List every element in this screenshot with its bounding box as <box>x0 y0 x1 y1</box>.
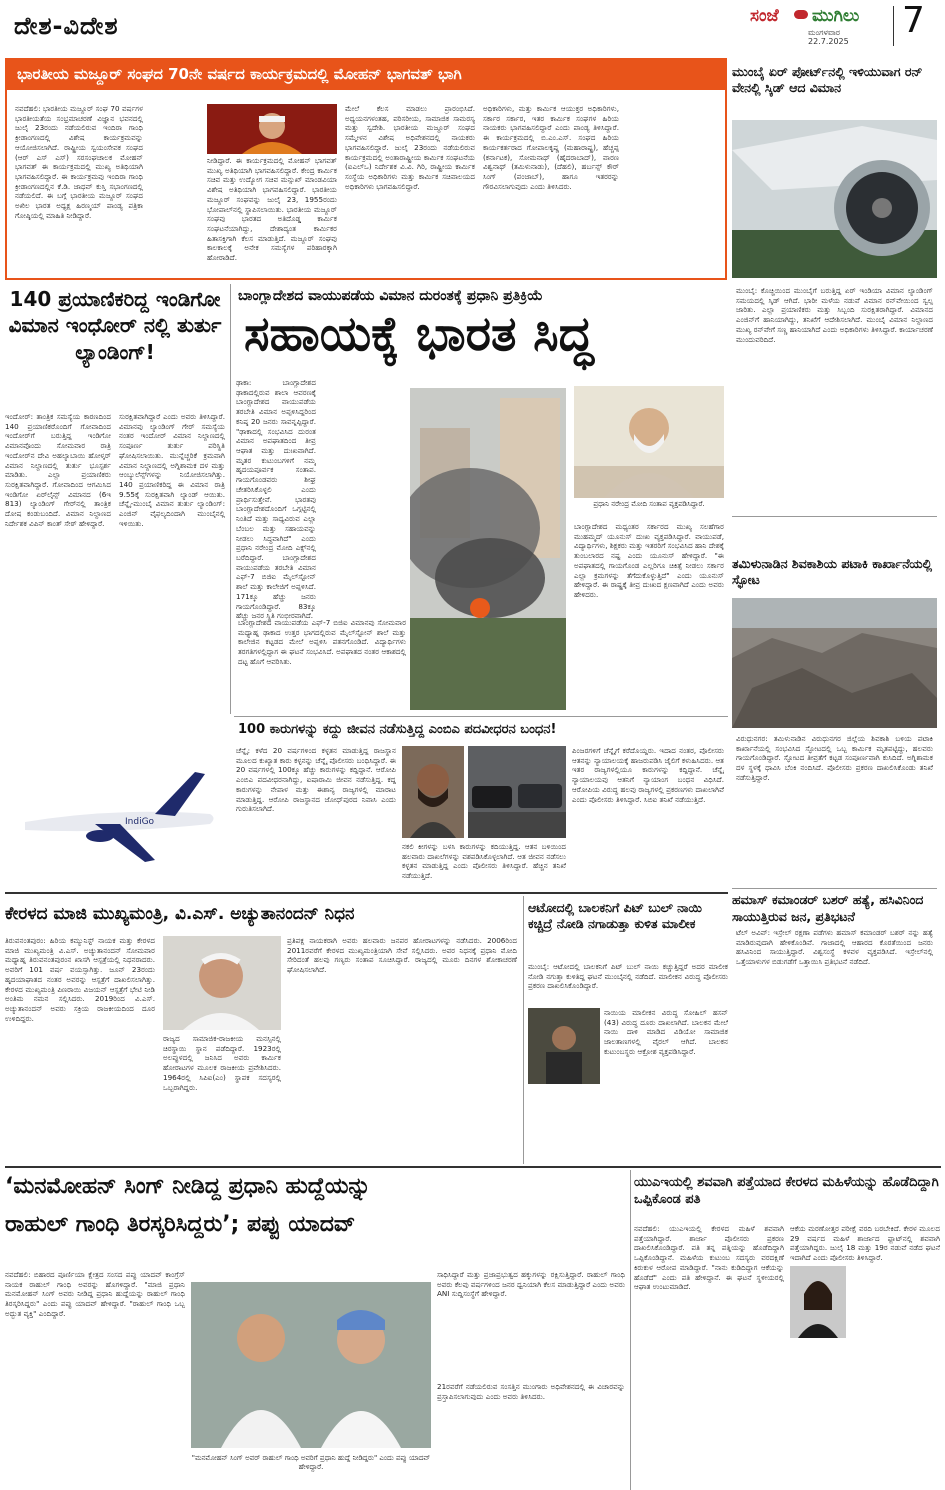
bangla-story <box>234 282 728 714</box>
date-label: 22.7.2025 <box>808 37 849 46</box>
mba-col-2: ನಕಲಿ ಕೀಗಳನ್ನು ಬಳಸಿ ಕಾರುಗಳನ್ನು ಕದಿಯುತ್ತಿದ್ದ. ಆತನ ಬಳಿಯಿಂದ ಹಲವಾರು ದಾಖಲೆಗಳನ್ನು ವಶಪಡಿಸಿಕೊಳ್ಳಲಾಗಿದೆ. ಆತ ಜೀವನ ನಡೆಸಲು ಕಳ್ಳತನ ಮಾಡುತ್ತಿದ್ದ ಎಂದು ಪೊಲೀಸರು ತಿಳಿಸಿದ್ದಾರೆ. ಹೆಚ್ಚಿನ ತನಿಖೆ ನಡೆಯುತ್ತಿದೆ. <box>402 842 566 881</box>
kerala-col-2: ರಾಜ್ಯದ ಸಾಮಾಜಿಕ-ರಾಜಕೀಯ ಮನಸ್ಸಿನಲ್ಲಿ ಚಿರಸ್ಥಾಯಿ ಸ್ಥಾನ ಪಡೆದಿದ್ದಾರೆ. 1923ರಲ್ಲಿ ಅಲಪ್ಪುಳದಲ್ಲಿ ಜನಿಸಿದ ಅವರು ಕಾರ್ಮಿಕ ಹೋರಾಟಗಳ ಮೂಲಕ ರಾಜಕೀಯ ಪ್ರವೇಶಿಸಿದರು. 1964ರಲ್ಲಿ ಸಿಪಿಐ(ಎಂ) ಸ್ಥಾಪಕ ಸದಸ್ಯರಲ್ಲಿ ಒಬ್ಬರಾಗಿದ್ದರು. <box>163 1034 281 1092</box>
uae-col-1: ನವದೆಹಲಿ: ಯುಎಇಯಲ್ಲಿ ಕೇರಳದ ಮಹಿಳೆ ಶವವಾಗಿ ಪತ್ತೆಯಾಗಿದ್ದಾರೆ. ಶಾರ್ಜಾ ಪೊಲೀಸರು ಪ್ರಕರಣ ದಾಖಲಿಸಿಕೊಂಡಿದ್ದಾರೆ. ಪತಿ ತನ್ನ ಪತ್ನಿಯನ್ನು ಹೊಡೆದಿದ್ದಾಗಿ ಒಪ್ಪಿಕೊಂಡಿದ್ದಾನೆ. ಮಹಿಳೆಯ ಕುಟುಂಬ ಸದಸ್ಯರು ವರದಕ್ಷಿಣೆ ಕಿರುಕುಳ ಆರೋಪ ಮಾಡಿದ್ದಾರೆ. "ನಾನು ಕುಡಿದಿದ್ದಾಗ ಆಕೆಯನ್ನು ಹೊಡೆದೆ" ಎಂದು ಪತಿ ಹೇಳಿದ್ದಾನೆ. ಈ ಘಟನೆ ಸ್ಥಳೀಯರಲ್ಲಿ ಆಘಾತ ಉಂಟುಮಾಡಿದೆ. <box>634 1224 784 1292</box>
brand-name-left: ಸಂಜೆ <box>750 6 779 26</box>
indigo-col-2: ಸುರಕ್ಷಿತವಾಗಿದ್ದಾರೆ ಎಂದು ಅವರು ತಿಳಿಸಿದ್ದಾರೆ. ವಿಮಾನವು ಲ್ಯಾಂಡಿಂಗ್ ಗೇರ್ ಸಮಸ್ಯೆಯ ನಂತರ ಇಂದೋರ್ ವಿಮಾನ ನಿಲ್ದಾಣದಲ್ಲಿ ಸಂಪೂರ್ಣ ತುರ್ತು ಪರಿಸ್ಥಿತಿ ಘೋಷಿಸಲಾಯಿತು. ಮುನ್ನೆಚ್ಚರಿಕೆ ಕ್ರಮವಾಗಿ ವಿಮಾನ ನಿಲ್ದಾಣದಲ್ಲಿ ಅಗ್ನಿಶಾಮಕ ದಳ ಮತ್ತು ಆಂಬ್ಯುಲೆನ್ಸ್‌ಗಳನ್ನು ನಿಯೋಜಿಸಲಾಗಿತ್ತು. 140 ಪ್ರಯಾಣಿಕರಿದ್ದ ಈ ವಿಮಾನ ರಾತ್ರಿ 9.55ಕ್ಕೆ ಸುರಕ್ಷಿತವಾಗಿ ಲ್ಯಾಂಡ್ ಆಯಿತು. ಚೆನ್ನೈ-ಮುಂಬೈ ವಿಮಾನ ತುರ್ತು ಲ್ಯಾಂಡಿಂಗ್: ಎಂಜಿನ್ ವೈಫಲ್ಯದಿಂದಾಗಿ ಮುಂಬೈನಲ್ಲಿ ಇಳಿಯಿತು. <box>119 412 225 528</box>
bangla-kicker: ಬಾಂಗ್ಲಾದೇಶದ ವಾಯುಪಡೆಯ ವಿಮಾನ ದುರಂತಕ್ಕೆ ಪ್ರಧಾನಿ ಪ್ರತಿಕ್ರಿಯೆ <box>238 288 543 304</box>
indigo-headline: 140 ಪ್ರಯಾಣಿಕರಿದ್ದ ಇಂಡಿಗೋ ವಿಮಾನ ಇಂಧೋರ್ ನಲ್ಲಿ ತುರ್ತು ಲ್ಯಾಂಡಿಂಗ್! <box>8 287 222 364</box>
masthead <box>0 0 945 60</box>
dog-col-1: ಮುಂಬೈ: ಆಟೋದಲ್ಲಿ ಬಾಲಕನಿಗೆ ಪಿಟ್ ಬುಲ್ ನಾಯಿ ಕಚ್ಚುತ್ತಿದ್ದರೆ ಅದರ ಮಾಲೀಕ ನೋಡಿ ನಗುತ್ತಾ ಕುಳಿತಿದ್ದ ಘಟನೆ ಮುಂಬೈನಲ್ಲಿ ನಡೆದಿದೆ. ಮಾಲೀಕನ ವಿರುದ್ಧ ಪೊಲೀಸರು ಪ್ರಕರಣ ದಾಖಲಿಸಿಕೊಂಡಿದ್ದಾರೆ. <box>528 962 728 991</box>
day-label: ಮಂಗಳವಾರ <box>808 28 841 37</box>
rahul-headline-line-2: ರಾಹುಲ್ ಗಾಂಧಿ ತಿರಸ್ಕರಿಸಿದ್ದರು’; ಪಪ್ಪು ಯಾದವ್ <box>5 1212 356 1237</box>
top-story-col-4: ಅಧಿಕಾರಿಗಳು, ಮತ್ತು ಕಾರ್ಮಿಕ ಆಯುಕ್ತರ ಅಧಿಕಾರಿಗಳು, ಸರ್ಕಾರ ಸರ್ಕಾರ, ಇತರ ಕಾರ್ಮಿಕ ಸಂಘಗಳ ಹಿರಿಯ ನಾಯಕರು ಭಾಗವಹಿಸಲಿದ್ದಾರೆ ಎಂದು ಪಾಂಡ್ಯ ತಿಳಿಸಿದ್ದಾರೆ. ಈ ಕಾರ್ಯಕ್ರಮದಲ್ಲಿ ಬಿ.ಎಂ.ಎಸ್. ಸಂಘದ ಹಿರಿಯ ಕಾರ್ಯಕರ್ತರಾದ ಗೋಪಾಲಕೃಷ್ಣ (ಮಹಾರಾಷ್ಟ್ರ), ಹೆಚ್ಚಪ್ಪ (ಕರ್ನಾಟಕ), ಸೋಮನಾಥ್ (ಹೈದರಾಬಾದ್), ವಾರಣ ವಿಶ್ವನಾಥ್ (ತಮಿಳುನಾಡು), (ದೆಹಲಿ), ಹರ್ಬನ್ಸ್ ಕೌರ್ ಸಿಂಗ್ (ಪಂಜಾಬ್), ಹಾಗೂ ಇತರರನ್ನು ಗೌರವಿಸಲಾಗುವುದು ಎಂದು ತಿಳಿಸಿದರು. <box>483 104 619 191</box>
divider-rahul-uae <box>630 1170 631 1490</box>
modi-photo <box>574 386 724 498</box>
indigo-story <box>5 282 225 887</box>
top-story-col-5 <box>627 104 721 274</box>
indigo-plane-photo <box>5 752 225 887</box>
top-story-col-1b <box>147 104 203 274</box>
divider-indigo-bangla <box>230 284 231 714</box>
brand-logo <box>750 4 890 46</box>
mba-story <box>234 718 728 888</box>
top-story-col-3: ಮೇಲೆ ಕೆಲಸ ಮಾಡಲು ಪ್ರಾರಂಭಿಸಿದೆ. ಅಧ್ಯಯನಗಳಂತಹ, ಪರಿಸರೀಯ, ಸಾಮಾಜಿಕ ಸಾಮರಸ್ಯ ಮತ್ತು ಸ್ವದೇಶಿ. ಭಾರತೀಯ ಮಜ್ದೂರ್ ಸಂಘದ ಸಮ್ಮೇಳನ ವಿಶೇಷ ಅಧಿವೇಶನದಲ್ಲಿ ನಾಯಕರು ಭಾಗವಹಿಸಲಿದ್ದಾರೆ. ಜುಲೈ 23ರಂದು ನಡೆಯಲಿರುವ ಕಾರ್ಯಕ್ರಮದಲ್ಲಿ ಅಂತಾರಾಷ್ಟ್ರೀಯ ಕಾರ್ಮಿಕ ಸಂಘಟನೆಯ (ಐಎಲ್‌ಒ) ನಿರ್ದೇಶಕ ವಿ.ವಿ. ಗಿರಿ, ರಾಷ್ಟ್ರೀಯ ಕಾರ್ಮಿಕ ಸಂಸ್ಥೆಯ ಅಧಿಕಾರಿಗಳು ಮತ್ತು ಕಾರ್ಮಿಕ ಸಚಿವಾಲಯದ ಅಧಿಕಾರಿಗಳು ಭಾಗವಹಿಸಲಿದ್ದಾರೆ. <box>345 104 475 191</box>
aircraft-engine-photo <box>732 120 937 278</box>
mohan-bhagwat-photo <box>207 104 337 154</box>
rahul-col-1: ನವದೆಹಲಿ: ಬಿಹಾರದ ಪೂರ್ಣಿಯಾ ಕ್ಷೇತ್ರದ ಸಂಸದ ಪಪ್ಪು ಯಾದವ್ ಕಾಂಗ್ರೆಸ್ ನಾಯಕ ರಾಹುಲ್ ಗಾಂಧಿ ಅವರನ್ನು ಹೊಗಳಿದ್ದಾರೆ. "ಮಾಜಿ ಪ್ರಧಾನಿ ಮನಮೋಹನ್ ಸಿಂಗ್ ಅವರು ನೀಡಿದ್ದ ಪ್ರಧಾನಿ ಹುದ್ದೆಯನ್ನು ರಾಹುಲ್ ಗಾಂಧಿ ತಿರಸ್ಕರಿಸಿದ್ದರು" ಎಂದು ಪಪ್ಪು ಯಾದವ್ ಹೇಳಿದ್ದಾರೆ. "ರಾಹುಲ್ ಗಾಂಧಿ ಒಬ್ಬ ಅದ್ಭುತ ವ್ಯಕ್ತಿ" ಎಂದಿದ್ದಾರೆ. <box>5 1270 185 1318</box>
thief-photo <box>402 746 464 838</box>
cloud-icon <box>794 10 808 19</box>
achuthanandan-photo <box>163 936 281 1030</box>
right-divider-1 <box>732 516 937 517</box>
page-number: 7 <box>902 0 925 41</box>
divider-mid <box>5 892 728 894</box>
divider-bottom <box>5 1166 941 1168</box>
uae-headline: ಯುಎಇಯಲ್ಲಿ ಶವವಾಗಿ ಪತ್ತೆಯಾದ ಕೇರಳದ ಮಹಿಳೆಯನ್ನು ಹೊಡೆದಿದ್ದಾಗಿ ಒಪ್ಪಿಕೊಂಡ ಪತಿ <box>634 1175 939 1208</box>
top-story-headline: ಭಾರತೀಯ ಮಜ್ದೂರ್ ಸಂಘದ 70ನೇ ವರ್ಷದ ಕಾರ್ಯಕ್ರಮದಲ್ಲಿ ಮೋಹನ್ ಭಾಗವತ್ ಭಾಗಿ <box>17 65 462 83</box>
divider-bangla-mbbs <box>234 716 728 717</box>
section-title: ದೇಶ-ವಿದೇಶ <box>14 12 119 40</box>
top-story-col-1: ನವದೆಹಲಿ: ಭಾರತೀಯ ಮಜ್ದೂರ್ ಸಂಘ 70 ವರ್ಷಗಳ ಭಾರತೀಯತೆಯ ಸಂಭ್ರಮಾಚರಣೆ ವಿಜ್ಞಾನ ಭವನದಲ್ಲಿ ಜುಲೈ 23ರಂದು ನಡೆಯಲಿರುವ ಇಂದಿರಾ ಗಾಂಧಿ ಕ್ರೀಡಾಂಗಣದಲ್ಲಿ ವಿಶೇಷ ಕಾರ್ಯಕ್ರಮವನ್ನು ಆಯೋಜಿಸಲಾಗಿದೆ. ರಾಷ್ಟ್ರೀಯ ಸ್ವಯಂಸೇವಕ ಸಂಘದ (ಆರ್ ಎಸ್ ಎಸ್) ಸರಸಂಘಚಾಲಕ ಮೋಹನ್ ಭಾಗವತ್ ಈ ಕಾರ್ಯಕ್ರಮದಲ್ಲಿ ಮುಖ್ಯ ಅತಿಥಿಯಾಗಿ ಭಾಗವಹಿಸಲಿದ್ದಾರೆ. ಈ ಕಾರ್ಯಕ್ರಮವು ಇಂದಿರಾ ಗಾಂಧಿ ಕ್ರೀಡಾಂಗಣದಲ್ಲಿನ ಕೆ.ಡಿ. ಜಾಧವ್ ಕುಸ್ತಿ ಸಭಾಂಗಣದಲ್ಲಿ ನಡೆಯಲಿದೆ. ಈ ಬಗ್ಗೆ ಭಾರತೀಯ ಮಜ್ದೂರ್ ಸಂಘದ ಅಖಿಲ ಭಾರತ ಅಧ್ಯಕ್ಷ ಹಿರಣ್ಮಯ್ ಪಾಂಡ್ಯ ಪತ್ರಿಕಾ ಗೋಷ್ಠಿಯಲ್ಲಿ ಮಾಹಿತಿ ನೀಡಿದ್ದಾರೆ. <box>15 104 143 220</box>
dog-headline: ಆಟೋದಲ್ಲಿ ಬಾಲಕನಿಗೆ ಪಿಟ್ ಬುಲ್ ನಾಯಿ ಕಚ್ಚಿದ್ರೆ ನೋಡಿ ನಗಾಡುತ್ತಾ ಕುಳಿತ ಮಾಲೀಕ <box>528 900 702 932</box>
dog-col-2: ನಾಯಿಯ ಮಾಲೀಕನ ವಿರುದ್ಧ ಸೋಹಿಲ್ ಹಸನ್ (43) ವಿರುದ್ಧ ದೂರು ದಾಖಲಾಗಿದೆ. ಬಾಲಕನ ಮೇಲೆ ನಾಯಿ ದಾಳಿ ಮಾಡಿದ ವಿಡಿಯೋ ಸಾಮಾಜಿಕ ಜಾಲತಾಣಗಳಲ್ಲಿ ವೈರಲ್ ಆಗಿದೆ. ಬಾಲಕನ ಕುಟುಂಬಸ್ಥರು ಆಕ್ರೋಶ ವ್ಯಕ್ತಪಡಿಸಿದ್ದಾರೆ. <box>604 1008 728 1056</box>
autorickshaw-photo <box>528 1008 600 1084</box>
hamas-headline: ಹಮಾಸ್ ಕಮಾಂಡರ್ ಬಶರ್ ಹತ್ಯೆ, ಹಸಿವಿನಿಂದ ಸಾಯುತ್ತಿರುವ ಜನ, ಪ್ರತಿಭಟನೆ <box>732 892 924 924</box>
hamas-text: ಟೆಲ್ ಅವಿವ್: ಇಸ್ರೇಲ್ ರಕ್ಷಣಾ ಪಡೆಗಳು ಹಮಾಸ್ ಕಮಾಂಡರ್ ಬಶರ್ ನನ್ನು ಹತ್ಯೆ ಮಾಡಿರುವುದಾಗಿ ಹೇಳಿಕೊಂಡಿವೆ. ಗಾಜಾದಲ್ಲಿ ಆಹಾರದ ಕೊರತೆಯಿಂದ ಜನರು ಹಸಿವಿನಿಂದ ಸಾಯುತ್ತಿದ್ದಾರೆ. ವಿಶ್ವಸಂಸ್ಥೆ ಕಳವಳ ವ್ಯಕ್ತಪಡಿಸಿದೆ. ಇಸ್ರೇಲ್‌ನಲ್ಲಿ ಒತ್ತೆಯಾಳುಗಳ ಬಿಡುಗಡೆಗೆ ಒತ್ತಾಯಿಸಿ ಪ್ರತಿಭಟನೆ ನಡೆದಿದೆ. <box>736 928 933 967</box>
mba-col-1: ಚೆನ್ನೈ: ಕಳೆದ 20 ವರ್ಷಗಳಿಂದ ಕಳ್ಳತನ ಮಾಡುತ್ತಿದ್ದ ರಾಜಸ್ಥಾನ ಮೂಲದ ಕುಖ್ಯಾತ ಕಾರು ಕಳ್ಳನನ್ನು ಚೆನ್ನೈ ಪೊಲೀಸರು ಬಂಧಿಸಿದ್ದಾರೆ. ಈ 20 ವರ್ಷಗಳಲ್ಲಿ 100ಕ್ಕೂ ಹೆಚ್ಚು ಕಾರುಗಳನ್ನು ಕದ್ದಿದ್ದಾನೆ. ಆರೋಪಿ ಎಂಬಿಎ ಪದವೀಧರನಾಗಿದ್ದು, ಐಷಾರಾಮಿ ಜೀವನ ನಡೆಸುತ್ತಿದ್ದ. ಕದ್ದ ಕಾರುಗಳನ್ನು ನೇಪಾಳ ಮತ್ತು ಈಶಾನ್ಯ ರಾಜ್ಯಗಳಲ್ಲಿ ಮಾರಾಟ ಮಾಡುತ್ತಿದ್ದ. ಆರೋಪಿ ರಾಜಸ್ಥಾನದ ಜೋಧ್‌ಪುರದ ನಿವಾಸಿ ಎಂದು ಗುರುತಿಸಲಾಗಿದೆ. <box>236 746 396 814</box>
right-column <box>732 58 941 1188</box>
rahul-col-3: 21ರವರೆಗೆ ನಡೆಯಲಿರುವ ಸಂಸತ್ತಿನ ಮುಂಗಾರು ಅಧಿವೇಶನದಲ್ಲಿ ಈ ವಿಚಾರವನ್ನು ಪ್ರಸ್ತಾಪಿಸಲಾಗುವುದು ಎಂದು ಅವರು ತಿಳಿಸಿದರು. <box>437 1382 625 1401</box>
rahul-photo-caption: "ಮನಮೋಹನ್ ಸಿಂಗ್ ಅವರ್ ರಾಹುಲ್ ಗಾಂಧಿ ಅವರಿಗೆ ಪ್ರಧಾನಿ ಹುದ್ದೆ ನೀಡಿದ್ದರು" ಎಂದು ಪಪ್ಪು ಯಾದವ್ ಹೇಳಿದ್ದಾರೆ. <box>191 1454 431 1471</box>
bangla-col-3: ಬಾಂಗ್ಲಾದೇಶದ ಮಧ್ಯಂತರ ಸರ್ಕಾರದ ಮುಖ್ಯ ಸಲಹೆಗಾರ ಮುಹಮ್ಮದ್ ಯೂನುಸ್ ದುಃಖ ವ್ಯಕ್ತಪಡಿಸಿದ್ದಾರೆ. ವಾಯುಪಡೆ, ವಿದ್ಯಾರ್ಥಿಗಳು, ಶಿಕ್ಷಕರು ಮತ್ತು ಇತರರಿಗೆ ಸಂಭವಿಸಿದ ಹಾನಿ ದೇಶಕ್ಕೆ ತುಂಬಲಾರದ ನಷ್ಟ ಎಂದು ಯೂನುಸ್ ಹೇಳಿದ್ದಾರೆ. "ಈ ಅಪಘಾತದಲ್ಲಿ ಗಾಯಗೊಂಡ ಎಲ್ಲರಿಗೂ ಚಿಕಿತ್ಸೆ ನೀಡಲು ಸರ್ಕಾರ ಎಲ್ಲಾ ಕ್ರಮಗಳನ್ನು ತೆಗೆದುಕೊಳ್ಳುತ್ತಿದೆ" ಎಂದು ಯೂನುಸ್ ಹೇಳಿದ್ದಾರೆ. ಈ ರಾಷ್ಟ್ರಕ್ಕೆ ತೀವ್ರ ದುಃಖದ ಕ್ಷಣವಾಗಿದೆ ಎಂದು ಅವರು ಹೇಳಿದರು. <box>574 522 724 600</box>
mumbai-skid-text: ಮುಂಬೈ: ಕೊಚ್ಚಿಯಿಂದ ಮುಂಬೈಗೆ ಬರುತ್ತಿದ್ದ ಏರ್ ಇಂಡಿಯಾ ವಿಮಾನ ಲ್ಯಾಂಡಿಂಗ್ ಸಮಯದಲ್ಲಿ ಸ್ಕಿಡ್ ಆಗಿದೆ. ಭಾರೀ ಮಳೆಯ ನಡುವೆ ವಿಮಾನ ರನ್‌ವೇಯಿಂದ ಸ್ವಲ್ಪ ಜಾರಿತು. ಎಲ್ಲಾ ಪ್ರಯಾಣಿಕರು ಮತ್ತು ಸಿಬ್ಬಂದಿ ಸುರಕ್ಷಿತರಾಗಿದ್ದಾರೆ. ವಿಮಾನದ ಎಂಜಿನ್‌ಗೆ ಹಾನಿಯಾಗಿದ್ದು, ತನಿಖೆಗೆ ಆದೇಶಿಸಲಾಗಿದೆ. ಮುಂಬೈ ವಿಮಾನ ನಿಲ್ದಾಣದ ಮುಖ್ಯ ರನ್‌ವೇಗೆ ಸಣ್ಣ ಹಾನಿಯಾಗಿದೆ ಎಂದು ಅಧಿಕಾರಿಗಳು ತಿಳಿಸಿದ್ದಾರೆ. ಕಾರ್ಯಾಚರಣೆ ಮುಂದುವರಿದಿದೆ. <box>736 286 933 344</box>
uae-col-2: ಆಕೆಯ ಮರಣೋತ್ತರ ಪರೀಕ್ಷೆ ವರದಿ ಬರಬೇಕಿದೆ. ಕೇರಳ ಮೂಲದ 29 ವರ್ಷದ ಮಹಿಳೆ ಶಾರ್ಜಾದ ಫ್ಲಾಟ್‌ನಲ್ಲಿ ಶವವಾಗಿ ಪತ್ತೆಯಾಗಿದ್ದರು. ಜುಲೈ 18 ಮತ್ತು 19ರ ನಡುವೆ ನಡೆದ ಘಟನೆ ಇದಾಗಿದೆ ಎಂದು ಪೊಲೀಸರು ತಿಳಿಸಿದ್ದಾರೆ. <box>790 1224 940 1263</box>
bangla-col-2: ಬಾಂಗ್ಲಾದೇಶದ ವಾಯುಪಡೆಯ ಎಫ್-7 ಬಿಜಿಐ ವಿಮಾನವು ಸೋಮವಾರ ಮಧ್ಯಾಹ್ನ ಢಾಕಾದ ಉತ್ತರ ಭಾಗದಲ್ಲಿರುವ ಮೈಲ್‌ಸ್ಟೋನ್ ಶಾಲೆ ಮತ್ತು ಕಾಲೇಜಿನ ಕಟ್ಟಡದ ಮೇಲೆ ಅಪ್ಪಳಿಸಿ ಪತನಗೊಂಡಿದೆ. ವಿದ್ಯಾರ್ಥಿಗಳು ತರಗತಿಗಳಲ್ಲಿದ್ದಾಗ ಈ ಘಟನೆ ಸಂಭವಿಸಿದೆ. ಅಪಘಾತದ ನಂತರ ಆಕಾಶದಲ್ಲಿ ದಟ್ಟ ಹೊಗೆ ಆವರಿಸಿತು. <box>238 618 406 666</box>
top-story-headline-bar <box>7 60 725 90</box>
dog-story <box>528 896 728 1164</box>
svg-text:IndiGo: IndiGo <box>125 817 155 827</box>
factory-blast-photo <box>732 598 937 728</box>
divider-kerala-dog <box>523 896 524 1164</box>
sivakasi-text: ವಿರುಧುನಗರ: ತಮಿಳುನಾಡಿನ ವಿರುಧುನಗರ ಜಿಲ್ಲೆಯ ಶಿವಕಾಶಿ ಬಳಿಯ ಪಟಾಕಿ ಕಾರ್ಖಾನೆಯಲ್ಲಿ ಸಂಭವಿಸಿದ ಸ್ಫೋಟದಲ್ಲಿ ಒಬ್ಬ ಕಾರ್ಮಿಕ ಮೃತಪಟ್ಟಿದ್ದು, ಹಲವರು ಗಾಯಗೊಂಡಿದ್ದಾರೆ. ಸ್ಫೋಟದ ತೀವ್ರತೆಗೆ ಕಟ್ಟಡ ಸಂಪೂರ್ಣವಾಗಿ ಕುಸಿದಿದೆ. ಅಗ್ನಿಶಾಮಕ ದಳ ಸ್ಥಳಕ್ಕೆ ಧಾವಿಸಿ ಬೆಂಕಿ ನಂದಿಸಿದೆ. ಪೊಲೀಸರು ಪ್ರಕರಣ ದಾಖಲಿಸಿಕೊಂಡು ತನಿಖೆ ನಡೆಸುತ್ತಿದ್ದಾರೆ. <box>736 734 933 782</box>
uae-story <box>634 1170 941 1490</box>
bangla-headline: ಸಹಾಯಕ್ಕೆ ಭಾರತ ಸಿದ್ಧ <box>244 306 594 362</box>
sivakasi-headline: ತಮಿಳುನಾಡಿನ ಶಿವಕಾಶಿಯ ಪಟಾಕಿ ಕಾರ್ಖಾನೆಯಲ್ಲಿ ಸ್ಫೋಟ <box>732 556 933 588</box>
kerala-story <box>5 896 520 1164</box>
mba-col-3: ಪಿಂಜರಗಳಿಗೆ ಚೆನ್ನೈಗೆ ಕರೆದೊಯ್ದರು. ಇದಾದ ನಂತರ, ಪೊಲೀಸರು ಆತನನ್ನು ನ್ಯಾಯಾಲಯಕ್ಕೆ ಹಾಜರುಪಡಿಸಿ ಜೈಲಿಗೆ ಕಳುಹಿಸಿದರು. ಆತ ಇತರ ರಾಜ್ಯಗಳಲ್ಲಿಯೂ ಕಾರುಗಳನ್ನು ಕದ್ದಿದ್ದಾನೆ. ಚೆನ್ನೈ ನ್ಯಾಯಾಲಯವು ಆತನಿಗೆ ನ್ಯಾಯಾಂಗ ಬಂಧನ ವಿಧಿಸಿದೆ. ಆರೋಪಿಯ ವಿರುದ್ಧ ಹಲವು ರಾಜ್ಯಗಳಲ್ಲಿ ಪ್ರಕರಣಗಳು ದಾಖಲಾಗಿವೆ ಎಂದು ಪೊಲೀಸರು ತಿಳಿಸಿದ್ದಾರೆ. ಸಿಬಿಐ ತನಿಖೆ ನಡೆಯುತ್ತಿದೆ. <box>572 746 724 804</box>
kerala-headline: ಕೇರಳದ ಮಾಜಿ ಮುಖ್ಯಮಂತ್ರಿ, ವಿ.ಎಸ್. ಅಚ್ಯುತಾನಂದನ್ ನಿಧನ <box>5 904 355 924</box>
page-number-divider <box>893 6 894 46</box>
brand-name-right: ಮುಗಿಲು <box>812 6 860 26</box>
bangla-col-1: ಢಾಕಾ: ಬಾಂಗ್ಲಾದೇಶದ ಢಾಕಾದಲ್ಲಿರುವ ಶಾಲಾ ಆವರಣಕ್ಕೆ ಬಾಂಗ್ಲಾದೇಶದ ವಾಯುಪಡೆಯ ತರಬೇತಿ ವಿಮಾನ ಅಪ್ಪಳಿಸಿದ್ದರಿಂದ ಕನಿಷ್ಠ 20 ಜನರು ಸಾವನ್ನಪ್ಪಿದ್ದಾರೆ. "ಢಾಕಾದಲ್ಲಿ ಸಂಭವಿಸಿದ ದುರಂತ ವಿಮಾನ ಅಪಘಾತದಿಂದ ತೀವ್ರ ಆಘಾತ ಮತ್ತು ದುಃಖವಾಗಿದೆ. ಮೃತರ ಕುಟುಂಬಗಳಿಗೆ ನಮ್ಮ ಹೃದಯಪೂರ್ವಕ ಸಂತಾಪ. ಗಾಯಗೊಂಡವರು ಶೀಘ್ರ ಚೇತರಿಸಿಕೊಳ್ಳಲಿ ಎಂದು ಪ್ರಾರ್ಥಿಸುತ್ತೇವೆ. ಭಾರತವು ಬಾಂಗ್ಲಾದೇಶದೊಂದಿಗೆ ಒಗ್ಗಟ್ಟಿನಲ್ಲಿ ನಿಂತಿದೆ ಮತ್ತು ಸಾಧ್ಯವಿರುವ ಎಲ್ಲಾ ಬೆಂಬಲ ಮತ್ತು ಸಹಾಯವನ್ನು ನೀಡಲು ಸಿದ್ಧವಾಗಿದೆ" ಎಂದು ಪ್ರಧಾನಿ ನರೇಂದ್ರ ಮೋದಿ ಎಕ್ಸ್‌ನಲ್ಲಿ ಬರೆದಿದ್ದಾರೆ. ಬಾಂಗ್ಲಾದೇಶದ ವಾಯುಪಡೆಯ ತರಬೇತಿ ವಿಮಾನ ಎಫ್-7 ಬಿಜಿಐ ಮೈಲ್‌ಸ್ಟೋನ್ ಶಾಲೆ ಮತ್ತು ಕಾಲೇಜಿಗೆ ಅಪ್ಪಳಿಸಿದೆ. 171ಕ್ಕೂ ಹೆಚ್ಚು ಜನರು ಗಾಯಗೊಂಡಿದ್ದಾರೆ. 83ಕ್ಕೂ ಹೆಚ್ಚು ಜನರ ಸ್ಥಿತಿ ಗಂಭೀರವಾಗಿದೆ. <box>236 378 316 621</box>
cars-photo <box>468 746 566 838</box>
rahul-col-2: ಸಾಧಿಸಿದ್ದಾರೆ ಮತ್ತು ಪ್ರಜಾಪ್ರಭುತ್ವದ ಹಕ್ಕುಗಳನ್ನು ರಕ್ಷಿಸುತ್ತಿದ್ದಾರೆ. ರಾಹುಲ್ ಗಾಂಧಿ ಅವರು ಕೆಲವು ವರ್ಷಗಳಿಂದ ಜನರ ಧ್ವನಿಯಾಗಿ ಕೆಲಸ ಮಾಡುತ್ತಿದ್ದಾರೆ ಎಂದು ಅವರು ANI ಸುದ್ದಿಸಂಸ್ಥೆಗೆ ಹೇಳಿದ್ದಾರೆ. <box>437 1270 625 1299</box>
mba-headline: 100 ಕಾರುಗಳನ್ನು ಕದ್ದು ಜೀವನ ನಡೆಸುತ್ತಿದ್ದ ಎಂಬಿಎ ಪದವೀಧರನ ಬಂಧನ! <box>238 722 557 737</box>
rahul-headline-line-1: ‘ಮನಮೋಹನ್ ಸಿಂಗ್ ನೀಡಿದ್ದ ಪ್ರಧಾನಿ ಹುದ್ದೆಯನ್ನು <box>5 1174 371 1199</box>
rahul-story <box>5 1170 627 1490</box>
top-story <box>5 58 727 280</box>
indigo-col-1: ಇಂದೋರ್: ತಾಂತ್ರಿಕ ಸಮಸ್ಯೆಯ ಕಾರಣದಿಂದ 140 ಪ್ರಯಾಣಿಕರೊಂದಿಗೆ ಗೋವಾದಿಂದ ಇಂದೋರ್‌ಗೆ ಬರುತ್ತಿದ್ದ ಇಂಡಿಗೋ ವಿಮಾನವೊಂದು ಸೋಮವಾರ ರಾತ್ರಿ ಇಂದೋರ್‌ನ ದೇವಿ ಅಹಲ್ಯಾಬಾಯಿ ಹೋಳ್ಕರ್ ವಿಮಾನ ನಿಲ್ದಾಣದಲ್ಲಿ ತುರ್ತು ಭೂಸ್ಪರ್ಶ ಮಾಡಿತು. ಎಲ್ಲಾ ಪ್ರಯಾಣಿಕರು ಸುರಕ್ಷಿತವಾಗಿದ್ದಾರೆ. ಗೋವಾದಿಂದ ಆಗಮಿಸಿದ ಇಂಡಿಗೋ ಏರ್‌ಲೈನ್ಸ್ ವಿಮಾನದ (6ಇ 813) ಲ್ಯಾಂಡಿಂಗ್ ಗೇರ್‌ನಲ್ಲಿ ತಾಂತ್ರಿಕ ದೋಷ ಕಂಡುಬಂದಿದೆ. ವಿಮಾನ ನಿಲ್ದಾಣದ ನಿರ್ದೇಶಕ ವಿಪಿನ್ ಕಾಂತ್ ಸೇಠ್ ಹೇಳಿದ್ದಾರೆ. <box>5 412 111 528</box>
modi-photo-caption: ಪ್ರಧಾನಿ ನರೇಂದ್ರ ಮೋದಿ ಸಂತಾಪ ವ್ಯಕ್ತಪಡಿಸಿದ್ದಾರೆ. <box>593 500 705 508</box>
rahul-manmohan-photo <box>191 1282 431 1448</box>
woman-photo <box>790 1266 846 1338</box>
top-story-col-2: ನೀಡಿದ್ದಾರೆ. ಈ ಕಾರ್ಯಕ್ರಮದಲ್ಲಿ ಮೋಹನ್ ಭಾಗವತ್ ಮುಖ್ಯ ಅತಿಥಿಯಾಗಿ ಭಾಗವಹಿಸಲಿದ್ದಾರೆ. ಕೇಂದ್ರ ಕಾರ್ಮಿಕ ಸಚಿವ ಮತ್ತು ಉದ್ಯೋಗ ಸಚಿವ ಮನ್ಸುಖ್ ಮಾಂಡವಿಯಾ ವಿಶೇಷ ಅತಿಥಿಯಾಗಿ ಭಾಗವಹಿಸಲಿದ್ದಾರೆ. ಭಾರತೀಯ ಮಜ್ದೂರ್ ಸಂಘವನ್ನು ಜುಲೈ 23, 1955ರಂದು ಭೋಪಾಲ್‌ನಲ್ಲಿ ಸ್ಥಾಪಿಸಲಾಯಿತು. ಭಾರತೀಯ ಮಜ್ದೂರ್ ಸಂಘವು ಭಾರತದ ಅತಿದೊಡ್ಡ ಕಾರ್ಮಿಕ ಸಂಘಟನೆಯಾಗಿದ್ದು, ದೇಶಾದ್ಯಂತ ಕಾರ್ಮಿಕರ ಹಿತಾಸಕ್ತಿಗಾಗಿ ಕೆಲಸ ಮಾಡುತ್ತಿದೆ. ಮಜ್ದೂರ್ ಸಂಘವು ಕಾಲಕಾಲಕ್ಕೆ ಅನೇಕ ಸಮಸ್ಯೆಗಳ ಪರಿಹಾರಕ್ಕಾಗಿ ಹೋರಾಡಿದೆ. <box>207 156 337 263</box>
kerala-col-3: ಪ್ರತಿಪಕ್ಷ ನಾಯಕರಾಗಿ ಅವರು ಹಲವಾರು ಜನಪರ ಹೋರಾಟಗಳನ್ನು ನಡೆಸಿದರು. 2006ರಿಂದ 2011ರವರೆಗೆ ಕೇರಳದ ಮುಖ್ಯಮಂತ್ರಿಯಾಗಿ ಸೇವೆ ಸಲ್ಲಿಸಿದರು. ಅವರ ನಿಧನಕ್ಕೆ ಪ್ರಧಾನಿ ಮೋದಿ ಸೇರಿದಂತೆ ಹಲವು ಗಣ್ಯರು ಸಂತಾಪ ಸೂಚಿಸಿದ್ದಾರೆ. ರಾಜ್ಯದಲ್ಲಿ ಮೂರು ದಿನಗಳ ಶೋಕಾಚರಣೆ ಘೋಷಿಸಲಾಗಿದೆ. <box>287 936 517 975</box>
mumbai-skid-headline: ಮುಂಬೈ ಏರ್ ಪೋರ್ಟ್‌ನಲ್ಲಿ ಇಳಿಯುವಾಗ ರನ್ ವೇನಲ್ಲಿ ಸ್ಕಿಡ್ ಆದ ವಿಮಾನ <box>732 64 923 96</box>
crash-smoke-photo <box>410 388 566 710</box>
kerala-col-1: ತಿರುವನಂತಪುರಂ: ಹಿರಿಯ ಕಮ್ಯುನಿಸ್ಟ್ ನಾಯಕ ಮತ್ತು ಕೇರಳದ ಮಾಜಿ ಮುಖ್ಯಮಂತ್ರಿ ವಿ.ಎಸ್. ಅಚ್ಯುತಾನಂದನ್ ಸೋಮವಾರ ಮಧ್ಯಾಹ್ನ ತಿರುವನಂತಪುರಂನ ಖಾಸಗಿ ಆಸ್ಪತ್ರೆಯಲ್ಲಿ ನಿಧನರಾದರು. ಅವರಿಗೆ 101 ವರ್ಷ ವಯಸ್ಸಾಗಿತ್ತು. ಜೂನ್ 23ರಂದು ಹೃದಯಾಘಾತದ ನಂತರ ಅವರನ್ನು ಆಸ್ಪತ್ರೆಗೆ ದಾಖಲಿಸಲಾಗಿತ್ತು. ಕೇರಳದ ಮುಖ್ಯಮಂತ್ರಿ ಪಿಣರಾಯಿ ವಿಜಯನ್ ಆಸ್ಪತ್ರೆಗೆ ಭೇಟಿ ನೀಡಿ ಅಂತಿಮ ನಮನ ಸಲ್ಲಿಸಿದರು. 2019ರಿಂದ ವಿ.ಎಸ್. ಅಚ್ಯುತಾನಂದನ್ ಅವರು ಸಕ್ರಿಯ ರಾಜಕೀಯದಿಂದ ದೂರ ಉಳಿದಿದ್ದರು. <box>5 936 155 1023</box>
right-divider-2 <box>732 888 937 889</box>
